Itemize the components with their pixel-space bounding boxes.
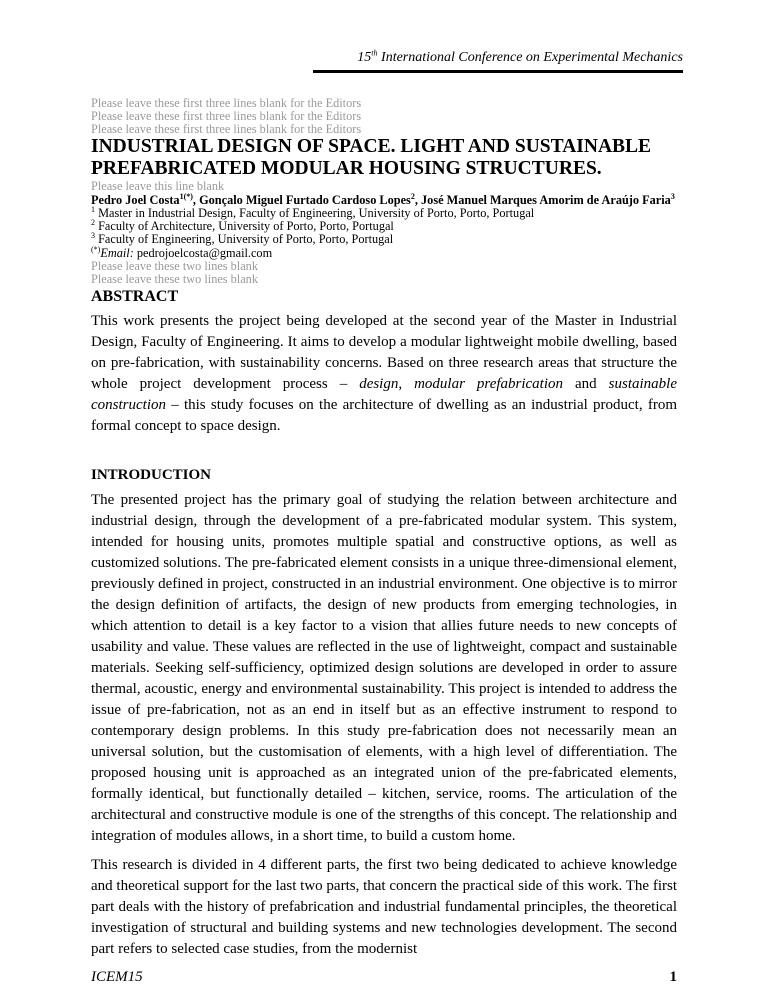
footer-label: ICEM15 bbox=[91, 969, 143, 985]
abstract-text: , bbox=[398, 375, 415, 392]
header-ordinal-suffix: th bbox=[371, 48, 378, 58]
author-name: Gonçalo Miguel Furtado Cardoso Lopes bbox=[199, 193, 411, 207]
abstract-emphasis: sustainable construction bbox=[91, 375, 677, 413]
page-number: 1 bbox=[669, 969, 677, 985]
author-list: Pedro Joel Costa$^{1(*)}$, Gonçalo Miguel Furtado Cardoso Lopes$^2$, José Manuel Marques Amorim de Araújo Faria$^3$ bbox=[91, 191, 675, 207]
affiliation-sup: 2 bbox=[91, 218, 95, 228]
email-sup: (*) bbox=[91, 244, 101, 254]
running-header bbox=[313, 50, 683, 66]
header-text: International Conference on Experimental Mechanics bbox=[377, 50, 683, 65]
page-footer bbox=[91, 968, 677, 986]
header-ordinal: 15 bbox=[357, 50, 372, 65]
contact-email bbox=[91, 244, 677, 260]
editor-line: Please leave these first three lines blank for the Editors bbox=[91, 109, 362, 123]
abstract-emphasis: modular prefabrication bbox=[414, 375, 564, 392]
editor-line: Please leave these first three lines blank for the Editors bbox=[91, 96, 362, 110]
title-line: INDUSTRIAL DESIGN OF SPACE. LIGHT AND SUSTAINABLE bbox=[91, 136, 652, 157]
blank-line-note: Please leave this line blank bbox=[91, 179, 225, 193]
email-label: Email: bbox=[100, 245, 134, 260]
affiliation-sup: 3 bbox=[91, 231, 95, 241]
email-value[interactable]: pedrojoelcosta@gmail.com bbox=[133, 245, 273, 260]
blank-lines-note: Please leave these two lines blank bbox=[91, 258, 258, 273]
abstract-heading: ABSTRACT bbox=[91, 287, 179, 305]
blank-lines-note: Please leave these two lines blank bbox=[91, 271, 258, 286]
author-name: José Manuel Marques Amorim de Araújo Faria bbox=[421, 193, 671, 207]
abstract-text: This work presents the project being developed at the second year of the Master in Industrial Design, Faculty of Engineering. It aims to develop a modular lightweight mobile dwelling, based on pre-fabrication, with sustainability concerns. Based on three research areas that structure the whole project development process – bbox=[91, 312, 677, 392]
abstract-text: and bbox=[563, 375, 609, 392]
affiliation-text: Faculty of Engineering, University of Porto, Porto, Portugal bbox=[95, 232, 394, 247]
page-content bbox=[91, 97, 677, 960]
abstract-emphasis: design bbox=[359, 375, 399, 392]
abstract-text: – this study focuses on the architecture of dwelling as an industrial product, from formal concept to space design. bbox=[91, 396, 677, 434]
affiliation-text: Faculty of Architecture, University of Porto, Porto, Portugal bbox=[95, 219, 394, 234]
author-sup: 2 bbox=[410, 191, 415, 201]
paper-title bbox=[91, 136, 677, 180]
title-line: PREFABRICATED MODULAR HOUSING STRUCTURES. bbox=[91, 158, 602, 179]
introduction-paragraph: This research is divided in 4 different parts, the first two being dedicated to achieve knowledge and theoretical support for the last two parts, that concern the practical side of this work. The first part deals with the history of prefabrication and industrial fundamental principles, the theoretical investigation of structural and building systems and new technologies development. The second part refers to selected case studies, from the modernist bbox=[91, 856, 677, 957]
editor-line: Please leave these first three lines blank for the Editors bbox=[91, 122, 362, 136]
affiliation-sup: 1 bbox=[91, 204, 95, 214]
affiliation-text: Master in Industrial Design, Faculty of Engineering, University of Porto, Porto, Portugal bbox=[95, 206, 535, 220]
author-name: Pedro Joel Costa bbox=[91, 193, 180, 207]
abstract-paragraph bbox=[91, 311, 677, 437]
introduction-paragraph: The presented project has the primary goal of studying the relation between architecture and industrial design, through the development of a pre-fabricated modular system. This system, intended for housing units, promotes multiple spatial and constructive options, as well as customized solutions. The pre-fabricated element consists in a unique three-dimensional element, previously defined in project, constructed in an industrial environment. One objective is to mirror the design definition of artifacts, the design of new products from emerging technologies, in which attention to detail is a key factor to a vision that allies future needs to new concepts of usability and value. These values are reflected in the use of lightweight, compact and sustainable materials. Seeking self-sufficiency, optimized design solutions are developed in order to assure thermal, acoustic, energy and environmental sustainability. This project is intended to address the issue of pre-fabrication, not as an end in itself but as an effective instrument to respond to contemporary design problems. In this study pre-fabrication does not necessarily mean an universal solution, but the customisation of elements, with a high level of differentiation. The proposed housing unit is approached as an integrated union of the pre-fabricated elements, formally identical, but functionally detailed – kitchen, service, rooms. The articulation of the architectural and constructive module is one of the strengths of this concept. The relationship and integration of modules allows, in a short time, to build a custom home. bbox=[91, 491, 677, 844]
author-sup: 1(*) bbox=[179, 191, 193, 201]
introduction-heading: INTRODUCTION bbox=[91, 466, 212, 483]
author-sup: 3 bbox=[670, 191, 675, 201]
header-rule bbox=[313, 70, 683, 73]
